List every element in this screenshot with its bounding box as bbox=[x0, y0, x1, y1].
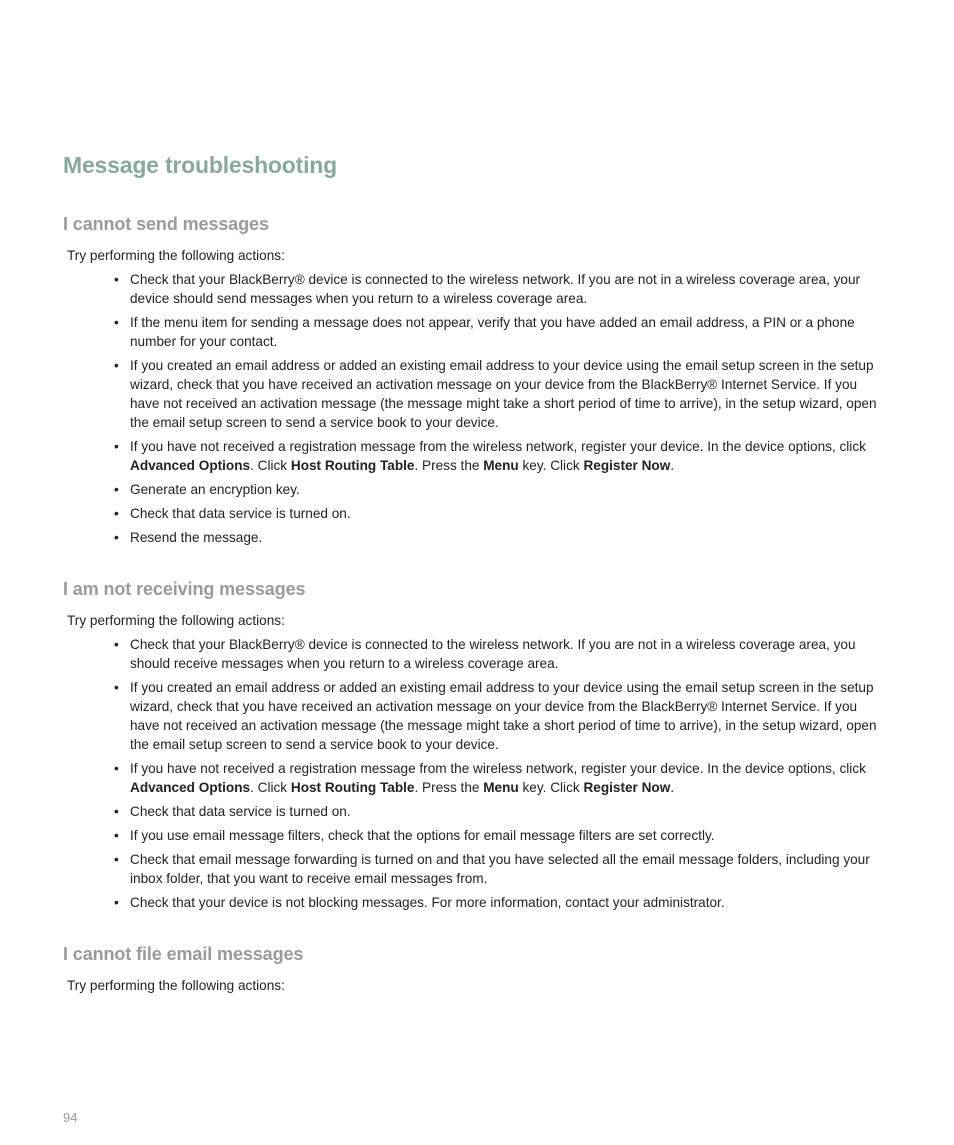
page-title: Message troubleshooting bbox=[63, 152, 337, 178]
list-item bbox=[114, 678, 890, 754]
section-intro: Try performing the following actions: bbox=[67, 613, 285, 628]
list-item bbox=[114, 313, 890, 351]
bullet: • bbox=[114, 680, 119, 695]
list-item-text: If you have not received a registration message from the wireless network, register your device. In the device options, click Advanced Options. Click Host Routing Table. Press the Menu key. Click Register Now. bbox=[130, 439, 866, 473]
list-item-text: Check that your BlackBerry® device is connected to the wireless network. If you are not in a wireless coverage area, your device should send messages when you return to a wireless coverage area. bbox=[130, 272, 861, 306]
list-item-text: If you have not received a registration message from the wireless network, register your device. In the device options, click Advanced Options. Click Host Routing Table. Press the Menu key. Click Register Now. bbox=[130, 761, 866, 795]
list-item-text: Check that data service is turned on. bbox=[130, 804, 351, 819]
list-item-text: Check that email message forwarding is turned on and that you have selected all the email message folders, including your inbox folder, that you want to receive email messages from. bbox=[130, 852, 870, 886]
action-list bbox=[63, 635, 890, 912]
list-item-text: If you created an email address or added an existing email address to your device using the email setup screen in the setup wizard, check that you have received an activation message on your device from the BlackBerry® Internet Service. If you have not received an activation message (the message might take a short period of time to arrive), in the setup wizard, open the email setup screen to send a service book to your device. bbox=[130, 358, 877, 430]
bullet: • bbox=[114, 804, 119, 819]
ui-term-register-now: Register Now bbox=[583, 780, 671, 795]
list-item bbox=[114, 480, 890, 499]
list-item bbox=[114, 270, 890, 308]
section-cannot-file bbox=[63, 944, 903, 995]
section-not-receiving bbox=[63, 579, 903, 917]
list-item bbox=[114, 504, 890, 523]
section-intro: Try performing the following actions: bbox=[67, 978, 285, 993]
list-item-text: If the menu item for sending a message does not appear, verify that you have added an email address, a PIN or a phone number for your contact. bbox=[130, 315, 855, 349]
list-item-text: If you created an email address or added an existing email address to your device using the email setup screen in the setup wizard, check that you have received an activation message on your device from the BlackBerry® Internet Service. If you have not received an activation message (the message might take a short period of time to arrive), in the setup wizard, open the email setup screen to send a service book to your device. bbox=[130, 680, 877, 752]
list-item-text: Resend the message. bbox=[130, 530, 263, 545]
ui-term-host-routing-table: Host Routing Table bbox=[290, 458, 415, 473]
bullet: • bbox=[114, 358, 119, 373]
list-item bbox=[114, 356, 890, 432]
section-heading: I cannot send messages bbox=[63, 214, 269, 234]
section-heading: I cannot file email messages bbox=[63, 944, 304, 964]
action-list bbox=[63, 270, 890, 547]
bullet: • bbox=[114, 482, 119, 497]
bullet: • bbox=[114, 315, 119, 330]
list-item bbox=[114, 635, 890, 673]
section-cannot-send bbox=[63, 214, 903, 552]
ui-term-host-routing-table: Host Routing Table bbox=[290, 780, 415, 795]
page-number: 94 bbox=[63, 1110, 78, 1125]
list-item-text: Generate an encryption key. bbox=[130, 482, 300, 497]
list-item bbox=[114, 826, 890, 845]
list-item bbox=[114, 437, 890, 475]
list-item bbox=[114, 802, 890, 821]
list-item-text: Check that data service is turned on. bbox=[130, 506, 351, 521]
bullet: • bbox=[114, 852, 119, 867]
ui-term-menu: Menu bbox=[483, 780, 519, 795]
list-item-text: Check that your BlackBerry® device is connected to the wireless network. If you are not in a wireless coverage area, you should receive messages when you return to a wireless coverage area. bbox=[130, 637, 856, 671]
ui-term-advanced-options: Advanced Options bbox=[130, 780, 251, 795]
section-heading: I am not receiving messages bbox=[63, 579, 306, 599]
list-item-text: Check that your device is not blocking messages. For more information, contact your administrator. bbox=[130, 895, 725, 910]
bullet: • bbox=[114, 895, 119, 910]
list-item-text: If you use email message filters, check that the options for email message filters are set correctly. bbox=[130, 828, 715, 843]
bullet: • bbox=[114, 828, 119, 843]
bullet: • bbox=[114, 506, 119, 521]
list-item bbox=[114, 528, 890, 547]
list-item bbox=[114, 893, 890, 912]
bullet: • bbox=[114, 272, 119, 287]
bullet: • bbox=[114, 637, 119, 652]
bullet: • bbox=[114, 530, 119, 545]
section-intro: Try performing the following actions: bbox=[67, 248, 285, 263]
list-item bbox=[114, 759, 890, 797]
ui-term-register-now: Register Now bbox=[583, 458, 671, 473]
bullet: • bbox=[114, 439, 119, 454]
list-item bbox=[114, 850, 890, 888]
ui-term-advanced-options: Advanced Options bbox=[130, 458, 251, 473]
bullet: • bbox=[114, 761, 119, 776]
ui-term-menu: Menu bbox=[483, 458, 519, 473]
